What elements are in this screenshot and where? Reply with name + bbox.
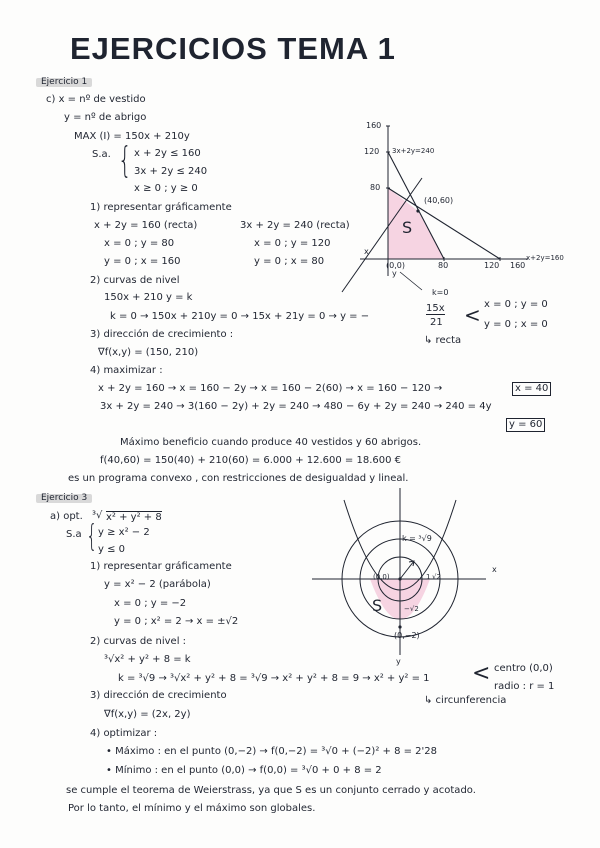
constraint-y-le-0: y ≤ 0 bbox=[98, 544, 126, 555]
gradient-3: ∇f(x,y) = (2x, 2y) bbox=[104, 709, 191, 720]
max-point bbox=[398, 625, 401, 628]
result-x: x = 40 bbox=[512, 382, 551, 396]
benefit-sentence: Máximo beneficio cuando produce 40 vestidos y 60 abrigos. bbox=[120, 437, 422, 448]
f-value: f(40,60) = 150(40) + 210(60) = 6.000 + 12.600 = 18.600 € bbox=[100, 455, 402, 466]
subject-to-label-3: S.a bbox=[66, 529, 82, 540]
label-origin: (0,0) bbox=[386, 261, 405, 270]
label-sqrt2: √2 bbox=[432, 573, 441, 581]
line-1-point-b: y = 0 ; x = 160 bbox=[104, 256, 181, 267]
opt-label: a) opt. bbox=[50, 511, 83, 522]
axis-label-x-3: x bbox=[492, 565, 497, 574]
level-curve-eq-3: ³√x² + y² + 8 = k bbox=[104, 654, 191, 665]
tick-x-80: 80 bbox=[438, 261, 449, 270]
line-2-point-b: y = 0 ; x = 80 bbox=[254, 256, 325, 267]
var-x-def: c) x = nº de vestido bbox=[46, 94, 146, 105]
page-title: EJERCICIOS TEMA 1 bbox=[70, 31, 396, 66]
recta-note: ↳ recta bbox=[424, 335, 462, 346]
region-label-s: S bbox=[402, 218, 413, 237]
tick-y-80: 80 bbox=[370, 183, 381, 192]
constraint-2: 3x + 2y ≤ 240 bbox=[134, 166, 208, 177]
step-3-heading-3: 3) dirección de crecimiento bbox=[90, 690, 227, 701]
label-k0: k=0 bbox=[432, 288, 449, 297]
cube-root-sign: ³√ bbox=[92, 510, 103, 521]
level-point-1: x = 0 ; y = 0 bbox=[484, 299, 548, 310]
label-origin-3: (0,0) bbox=[373, 573, 390, 581]
constraint-3: x ≥ 0 ; y ≥ 0 bbox=[134, 183, 198, 194]
minimum-bullet: • Mínimo : en el punto (0,0) → f(0,0) = ³√0 + 0 + 8 = 2 bbox=[106, 765, 382, 776]
step-1-heading: 1) representar gráficamente bbox=[90, 202, 232, 213]
tick-y-120: 120 bbox=[364, 147, 380, 156]
gradient-1: ∇f(x,y) = (150, 210) bbox=[98, 347, 199, 358]
level-curve-k-3: k = ³√9 → ³√x² + y² + 8 = ³√9 → x² + y² + 8 = 9 → x² + y² = 1 bbox=[118, 673, 430, 684]
step-2-heading-3: 2) curvas de nivel : bbox=[90, 636, 187, 647]
step-4-heading: 4) maximizar : bbox=[90, 365, 163, 376]
step-1-heading-3: 1) representar gráficamente bbox=[90, 561, 232, 572]
level-curve-eq: 150x + 210 y = k bbox=[104, 292, 193, 303]
tick-x-160: 160 bbox=[510, 261, 526, 270]
label-one: 1 bbox=[426, 573, 431, 581]
tick-y-160: 160 bbox=[366, 121, 382, 130]
label-line-3x-2y: 3x+2y=240 bbox=[392, 147, 435, 155]
parabola-point-2: y = 0 ; x² = 2 → x = ±√2 bbox=[114, 616, 239, 627]
constraint-1: x + 2y ≤ 160 bbox=[134, 148, 201, 159]
fraction-numerator: 15x bbox=[426, 303, 445, 314]
line-2-eq: 3x + 2y = 240 (recta) bbox=[240, 220, 350, 231]
convex-conclusion: es un programa convexo , con restricciones de desigualdad y lineal. bbox=[68, 473, 409, 484]
subject-to-label: S.a. bbox=[92, 149, 111, 160]
result-y: y = 60 bbox=[506, 418, 545, 432]
objective-function: MAX (I) = 150x + 210y bbox=[74, 131, 190, 142]
gradient-arrow bbox=[400, 561, 414, 579]
label-point-0-neg2: (0,−2) bbox=[394, 631, 420, 640]
fraction-denominator: 21 bbox=[430, 317, 443, 328]
constraint-brace-3: { bbox=[86, 519, 98, 554]
step-3-heading: 3) dirección de crecimiento : bbox=[90, 329, 234, 340]
line-1-point-a: x = 0 ; y = 80 bbox=[104, 238, 175, 249]
section-header-ejercicio-1: Ejercicio 1 bbox=[36, 78, 92, 87]
level-curve-k0: k = 0 → 150x + 210y = 0 → 15x + 21y = 0 → y = − bbox=[110, 311, 370, 322]
weierstrass-sentence: se cumple el teorema de Weierstrass, ya que S es un conjunto cerrado y acotado. bbox=[66, 785, 476, 796]
maximum-bullet: • Máximo : en el punto (0,−2) → f(0,−2) = ³√0 + (−2)² + 8 = 2'28 bbox=[106, 746, 438, 757]
label-line-x-2y: x+2y=160 bbox=[526, 254, 564, 262]
circunferencia-note: ↳ circunferencia bbox=[424, 695, 507, 706]
label-neg-sqrt2: −√2 bbox=[404, 605, 419, 613]
parabola-point-1: x = 0 ; y = −2 bbox=[114, 598, 187, 609]
step-2-heading: 2) curvas de nivel bbox=[90, 275, 180, 286]
constraint-brace: { bbox=[118, 140, 132, 181]
axis-label-y-3: y bbox=[396, 657, 401, 666]
step-4-heading-3: 4) optimizar : bbox=[90, 728, 158, 739]
tick-x-120: 120 bbox=[484, 261, 500, 270]
line-2-point-a: x = 0 ; y = 120 bbox=[254, 238, 331, 249]
region-label-s-3: S bbox=[372, 596, 383, 615]
maximize-line-1: x + 2y = 160 → x = 160 − 2y → x = 160 − 2(60) → x = 160 − 120 → bbox=[98, 383, 443, 394]
var-y-def: y = nº de abrigo bbox=[64, 112, 147, 123]
circle-center: centro (0,0) bbox=[494, 663, 553, 674]
axis-label-x-left: x bbox=[364, 247, 369, 256]
level-point-2: y = 0 ; x = 0 bbox=[484, 319, 548, 330]
section-header-ejercicio-3: Ejercicio 3 bbox=[36, 494, 92, 503]
constraint-parabola: y ≥ x² − 2 bbox=[98, 527, 150, 538]
label-k-cuberoot-9: k = ³√9 bbox=[402, 534, 432, 543]
global-conclusion: Por lo tanto, el mínimo y el máximo son globales. bbox=[68, 803, 316, 814]
radicand: x² + y² + 8 bbox=[106, 512, 162, 523]
axis-label-y: y bbox=[392, 269, 397, 278]
line-1-eq: x + 2y = 160 (recta) bbox=[94, 220, 198, 231]
parabola-eq: y = x² − 2 (parábola) bbox=[104, 579, 211, 590]
maximize-line-2: 3x + 2y = 240 → 3(160 − 2y) + 2y = 240 → 480 − 6y + 2y = 240 → 240 = 4y bbox=[100, 401, 492, 412]
split-bracket-3: < bbox=[472, 661, 491, 686]
split-bracket: < bbox=[464, 303, 481, 327]
label-vertex-40-60: (40,60) bbox=[424, 196, 454, 205]
circle-radius: radio : r = 1 bbox=[494, 681, 555, 692]
